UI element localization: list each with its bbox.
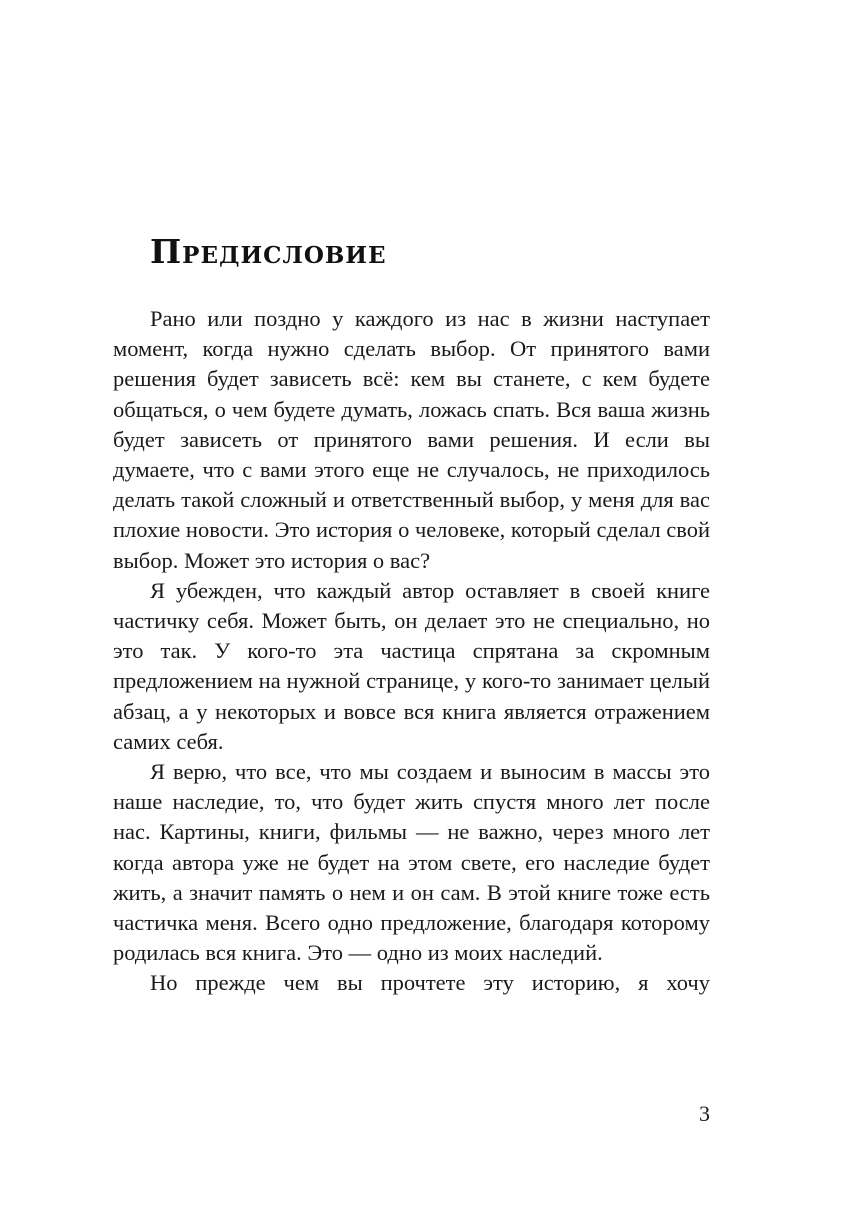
paragraph: Но прежде чем вы прочтете эту историю, я хочу (150, 970, 710, 996)
body-text (113, 304, 710, 999)
paragraph: Я верю, что все, что мы создаем и выносим в массы это наше наследие, то, что будет жить спустя много лет после нас. Картины, книги, фильмы — не важно, через много лет когда автора уже не будет на этом свете, его наследие будет жить, а значит память о нем и он сам. В этой книге тоже есть частичка меня. Всего одно предложение, благодаря которому родилась вся книга. Это — одно из моих наследий. (113, 759, 710, 966)
paragraph: Я убежден, что каждый автор оставляет в своей книге частичку себя. Может быть, он делает это не специально, но это так. У кого-то эта частица спрятана за скромным предложением на нужной странице, у кого-то занимает целый абзац, а у некоторых и вовсе вся книга является отражением самих себя. (113, 577, 710, 754)
paragraph: Рано или поздно у каждого из нас в жизни наступает момент, когда нужно сделать выбор. От принятого вами решения будет зависеть всё: кем вы станете, с кем будете общаться, о чем будете думать, ложась спать. Вся ваша жизнь будет зависеть от принятого вами решения. И если вы думаете, что с вами этого еще не случалось, не приходилось делать такой сложный и ответственный выбор, у меня для вас плохие новости. Это история о человеке, который сделал свой выбор. Может это история о вас? (113, 306, 710, 573)
page-number: 3 (699, 1101, 710, 1126)
chapter-heading: Предисловие (150, 232, 387, 271)
